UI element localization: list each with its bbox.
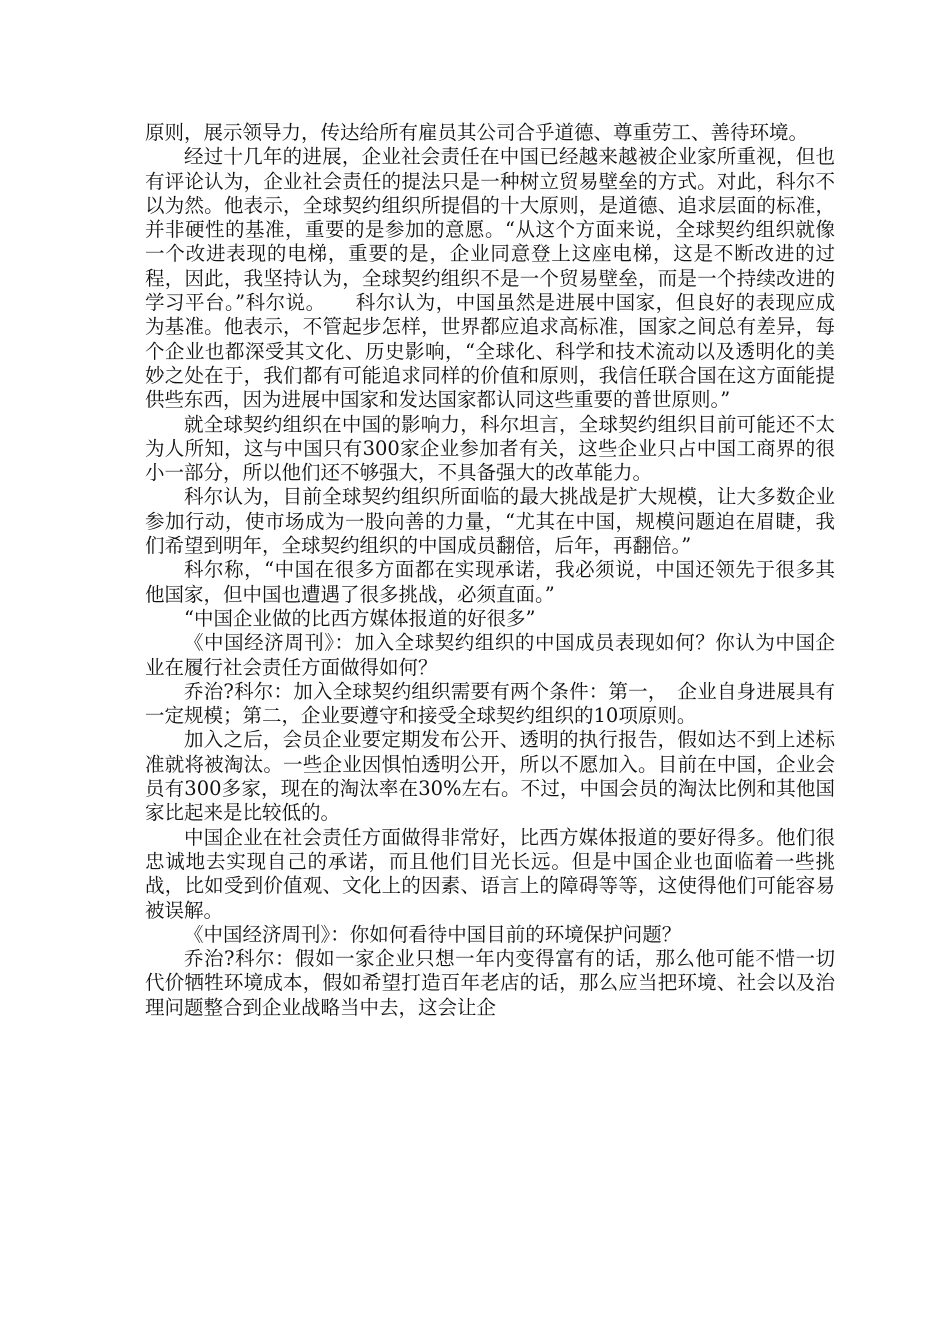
interview-question: 《中国经济周刊》：你如何看待中国目前的环境保护问题？ (184, 922, 682, 946)
document-body (145, 121, 835, 1020)
paragraph-continuation: 原则，展示领导力，传达给所有雇员其公司合乎道德、尊重劳工、善待环境。 (145, 121, 809, 144)
paragraph: 中国企业在社会责任方面做得非常好，比西方媒体报道的要好得多。他们很忠诚地去实现自己的承诺，而且他们目光长远。但是中国企业也面临着一些挑战，比如受到价值观、文化上的因素、语言上的障碍等等，这使得他们可能容易被误解。 (145, 825, 835, 922)
paragraph: 科尔认为，目前全球契约组织所面临的最大挑战是扩大规模，让大多数企业参加行动，使市场成为一股向善的力量，“尤其在中国，规模问题迫在眉睫，我们希望到明年，全球契约组织的中国成员翻倍，后年，再翻倍。” (145, 485, 835, 558)
interview-answer: 乔治?科尔：假如一家企业只想一年内变得富有的话，那么他可能不惜一切代价牺牲环境成本，假如希望打造百年老店的话，那么应当把环境、社会以及治理问题整合到企业战略当中去，这会让企 (145, 947, 835, 1019)
paragraph: 加入之后，会员企业要定期发布公开、透明的执行报告，假如达不到上述标准就将被淘汰。一些企业因惧怕透明公开，所以不愿加入。目前在中国，企业会员有300多家，现在的淘汰率在30%左右。不过，中国会员的淘汰比例和其他国家比起来是比较低的。 (145, 728, 835, 825)
section-heading: “中国企业做的比西方媒体报道的好很多” (184, 606, 536, 630)
paragraph: 就全球契约组织在中国的影响力，科尔坦言，全球契约组织目前可能还不太为人所知，这与中国只有300家企业参加者有关，这些企业只占中国工商界的很小一部分，所以他们还不够强大，不具备强大的改革能力。 (145, 412, 835, 485)
interview-answer: 乔治?科尔：加入全球契约组织需要有两个条件：第一， 企业自身进展具有一定规模；第二，企业要遵守和接受全球契约组织的10项原则。 (145, 679, 835, 728)
interview-question: 《中国经济周刊》：加入全球契约组织的中国成员表现如何？你认为中国企业在履行社会责任方面做得如何？ (145, 631, 835, 679)
paragraph: 经过十几年的进展，企业社会责任在中国已经越来越被企业家所重视，但也有评论认为，企业社会责任的提法只是一种树立贸易壁垒的方式。对此，科尔不以为然。他表示，全球契约组织所提倡的十大原则，是道德、追求层面的标准，并非硬性的基准，重要的是参加的意愿。“从这个方面来说，全球契约组织就像一个改进表现的电梯，重要的是，企业同意登上这座电梯，这是不断改进的过程，因此，我坚持认为，全球契约组织不是一个贸易壁垒，而是一个持续改进的学习平台。”科尔说。 科尔认为，中国虽然是进展中国家，但良好的表现应成为基准。他表示，不管起步怎样，世界都应追求高标准，国家之间总有差异，每个企业也都深受其文化、历史影响，“全球化、科学和技术流动以及透明化的美妙之处在于，我们都有可能追求同样的价值和原则，我信任联合国在这方面能提供些东西，因为进展中国家和发达国家都认同这些重要的普世原则。” (145, 145, 835, 412)
paragraph: 科尔称，“中国在很多方面都在实现承诺，我必须说，中国还领先于很多其他国家，但中国也遭遇了很多挑战，必须直面。” (145, 558, 835, 606)
